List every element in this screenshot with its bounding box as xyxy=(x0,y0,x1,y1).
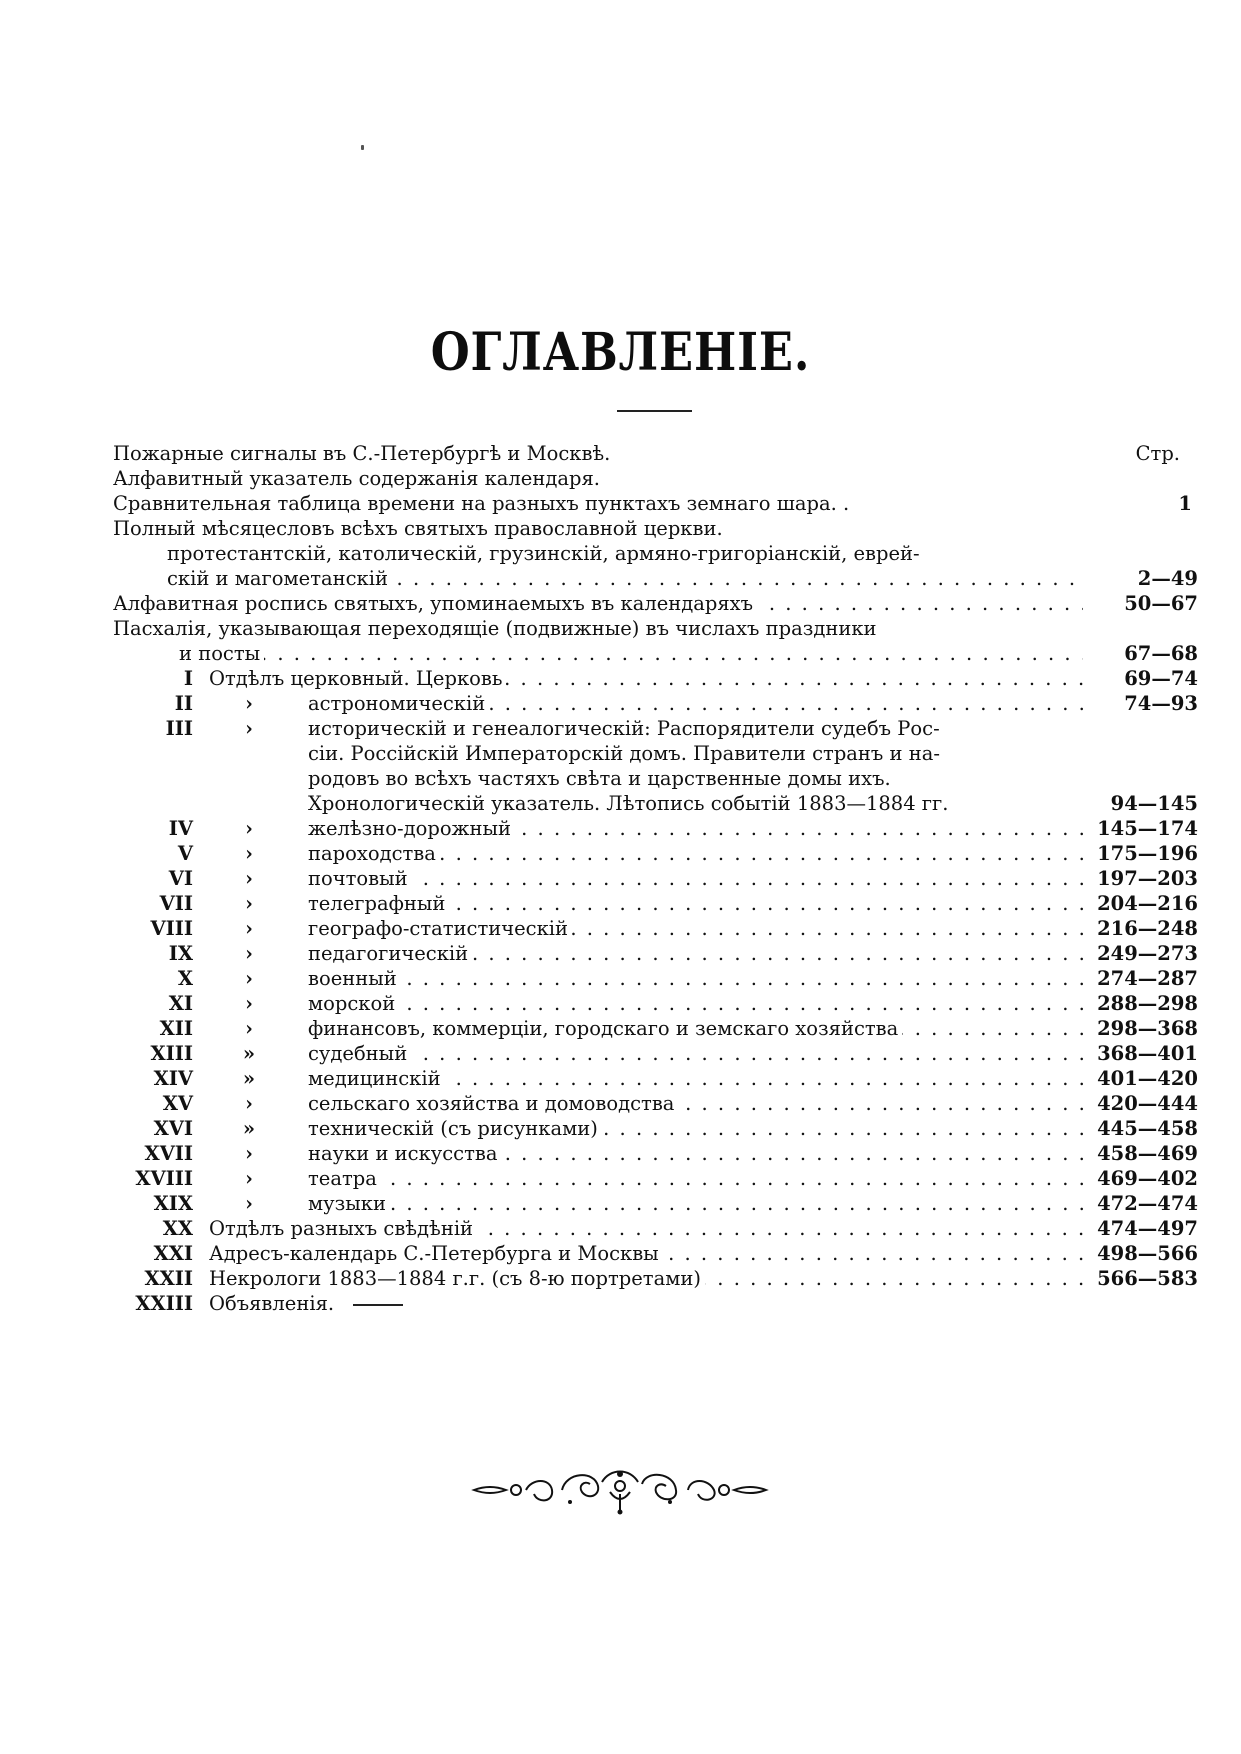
page-column-label: Стр. xyxy=(1132,441,1180,466)
section-text: театра xyxy=(308,1167,381,1190)
entry-page: 2—49 xyxy=(1134,566,1198,591)
ornament-flourish xyxy=(470,1462,770,1518)
section-numeral: XVI xyxy=(153,1117,193,1140)
ditto-mark: › xyxy=(245,1092,253,1115)
ditto-mark: › xyxy=(245,692,253,715)
section-page: 69—74 xyxy=(1120,666,1198,691)
toc-section xyxy=(113,1066,1198,1091)
section-text: медицинскій xyxy=(308,1067,445,1090)
entry-text: Алфавитная роспись святыхъ, упоминаемыхъ въ календаряхъ xyxy=(113,592,757,615)
section-numeral: IV xyxy=(168,817,193,840)
toc-entry xyxy=(113,491,1198,516)
ditto-mark: › xyxy=(245,892,253,915)
entry-page: 67—68 xyxy=(1120,641,1198,666)
section-page: 472—474 xyxy=(1093,1191,1198,1216)
section-numeral: VII xyxy=(159,892,193,915)
page-title: ОГЛАВЛЕНІЕ. xyxy=(430,322,811,383)
section-numeral: V xyxy=(177,842,193,865)
section-text: военный xyxy=(308,967,401,990)
section-numeral: X xyxy=(177,967,193,990)
ditto-mark: › xyxy=(245,842,253,865)
section-numeral: XVIII xyxy=(135,1167,193,1190)
section-numeral: XIII xyxy=(150,1042,193,1065)
section-text: родовъ во всѣхъ частяхъ свѣта и царственные домы ихъ. xyxy=(308,767,891,790)
section-text: музыки xyxy=(308,1192,390,1215)
section-text: Объявленія. xyxy=(209,1292,335,1315)
entry-text: Пожарные сигналы въ С.-Петербургѣ и Москвѣ. xyxy=(113,442,611,465)
section-numeral: XII xyxy=(159,1017,193,1040)
toc-section xyxy=(113,716,1198,741)
section-numeral: XXIII xyxy=(135,1292,193,1315)
section-text: сельскаго хозяйства и домоводства xyxy=(308,1092,678,1115)
section-text: почтовый xyxy=(308,867,412,890)
section-page: 566—583 xyxy=(1093,1266,1198,1291)
toc-entry xyxy=(113,441,1198,466)
section-text: Адресъ-календарь С.-Петербурга и Москвы xyxy=(209,1242,663,1265)
section-page: 445—458 xyxy=(1093,1116,1198,1141)
toc-section xyxy=(113,1116,1198,1141)
section-page: 145—174 xyxy=(1093,816,1198,841)
ditto-mark: › xyxy=(245,1142,253,1165)
entry-text: Пасхалія, указывающая переходящіе (подвижные) въ числахъ праздники xyxy=(113,617,877,640)
section-numeral: III xyxy=(165,717,193,740)
section-page: 298—368 xyxy=(1093,1016,1198,1041)
ditto-mark: › xyxy=(245,717,253,740)
toc-entry xyxy=(113,516,1198,541)
toc-section xyxy=(113,841,1198,866)
toc-entry xyxy=(113,566,1198,591)
section-numeral: XV xyxy=(162,1092,193,1115)
ditto-mark: » xyxy=(242,1067,256,1090)
section-page: 94—145 xyxy=(1107,791,1198,816)
entry-text: скій и магометанскій xyxy=(167,567,392,590)
section-text: желѣзно-дорожный xyxy=(308,817,515,840)
ditto-mark: » xyxy=(242,1117,256,1140)
section-text: педагогическій xyxy=(308,942,472,965)
toc-entry xyxy=(113,541,1198,566)
section-numeral: XXI xyxy=(153,1242,193,1265)
toc-section xyxy=(113,916,1198,941)
section-numeral: VI xyxy=(168,867,193,890)
section-text: Некрологи 1883—1884 г.г. (съ 8-ю портретами) xyxy=(209,1267,705,1290)
section-page: 274—287 xyxy=(1093,966,1198,991)
ditto-mark: › xyxy=(245,967,253,990)
title-rule xyxy=(617,410,692,412)
toc-section xyxy=(113,691,1198,716)
toc-entry xyxy=(113,466,1198,491)
ditto-mark: › xyxy=(245,1167,253,1190)
section-text: телеграфный xyxy=(308,892,449,915)
section-numeral: II xyxy=(174,692,193,715)
section-page: 216—248 xyxy=(1093,916,1198,941)
entry-text: Полный мѣсяцесловъ всѣхъ святыхъ православной церкви. xyxy=(113,517,723,540)
section-text: астрономическій xyxy=(308,692,489,715)
toc-section xyxy=(113,1216,1198,1241)
section-text: техническій (съ рисунками) xyxy=(308,1117,602,1140)
entry-page: 1 xyxy=(1174,491,1192,516)
section-text: науки и искусства xyxy=(308,1142,502,1165)
section-text: географо-статистическій xyxy=(308,917,572,940)
section-text: пароходства xyxy=(308,842,440,865)
ditto-mark: › xyxy=(245,942,253,965)
section-text: Отдѣлъ церковный. Церковь xyxy=(209,667,506,690)
ditto-mark: › xyxy=(245,1017,253,1040)
entry-text: и посты xyxy=(179,642,264,665)
ditto-mark: › xyxy=(245,1192,253,1215)
toc-section-continuation xyxy=(113,741,1198,766)
section-text: Отдѣлъ разныхъ свѣдѣній xyxy=(209,1217,477,1240)
ditto-mark: › xyxy=(245,992,253,1015)
section-page: 175—196 xyxy=(1093,841,1198,866)
toc-section xyxy=(113,1241,1198,1266)
toc-section xyxy=(113,666,1198,691)
toc-entry xyxy=(113,591,1198,616)
section-page: 469—402 xyxy=(1093,1166,1198,1191)
section-numeral: VIII xyxy=(150,917,193,940)
toc-section xyxy=(113,1166,1198,1191)
section-text: историческій и генеалогическій: Распорядители судебъ Рос- xyxy=(308,717,940,740)
section-numeral: XX xyxy=(162,1217,193,1240)
section-text: судебный xyxy=(308,1042,411,1065)
ditto-mark: › xyxy=(245,867,253,890)
section-numeral: XXII xyxy=(144,1267,193,1290)
section-numeral: I xyxy=(183,667,193,690)
section-text: морской xyxy=(308,992,399,1015)
section-text: Хронологическій указатель. Лѣтопись событій 1883—1884 гг. xyxy=(308,792,949,815)
entry-page: 50—67 xyxy=(1120,591,1198,616)
section-page: 288—298 xyxy=(1093,991,1198,1016)
table-of-contents xyxy=(113,441,1198,1316)
toc-section xyxy=(113,866,1198,891)
entry-text: Алфавитный указатель содержанія календаря. xyxy=(113,467,600,490)
section-page: 204—216 xyxy=(1093,891,1198,916)
entry-text: Сравнительная таблица времени на разныхъ пунктахъ земнаго шара. . xyxy=(113,492,850,515)
toc-section xyxy=(113,991,1198,1016)
section-numeral: XIV xyxy=(153,1067,193,1090)
section-text: сіи. Россійскій Императорскій домъ. Правители странъ и на- xyxy=(308,742,940,765)
toc-section xyxy=(113,1291,1198,1316)
toc-section xyxy=(113,966,1198,991)
toc-section-continuation xyxy=(113,766,1198,791)
toc-section xyxy=(113,1266,1198,1291)
section-text: финансовъ, коммерціи, городскаго и земскаго хозяйства xyxy=(308,1017,902,1040)
section-numeral: XVII xyxy=(144,1142,193,1165)
section-numeral: XIX xyxy=(153,1192,193,1215)
print-speck xyxy=(361,145,364,150)
toc-section xyxy=(113,816,1198,841)
section-page: 420—444 xyxy=(1093,1091,1198,1116)
section-page: 197—203 xyxy=(1093,866,1198,891)
toc-section xyxy=(113,1091,1198,1116)
end-rule xyxy=(353,1304,403,1306)
toc-entry xyxy=(113,616,1198,641)
toc-section xyxy=(113,941,1198,966)
section-page: 458—469 xyxy=(1093,1141,1198,1166)
section-numeral: IX xyxy=(168,942,193,965)
section-page: 74—93 xyxy=(1120,691,1198,716)
ditto-mark: › xyxy=(245,917,253,940)
section-page: 368—401 xyxy=(1093,1041,1198,1066)
section-numeral: XI xyxy=(168,992,193,1015)
section-page: 474—497 xyxy=(1093,1216,1198,1241)
toc-section xyxy=(113,1041,1198,1066)
section-page: 249—273 xyxy=(1093,941,1198,966)
ditto-mark: » xyxy=(242,1042,256,1065)
section-page: 401—420 xyxy=(1093,1066,1198,1091)
ditto-mark: › xyxy=(245,817,253,840)
section-page: 498—566 xyxy=(1093,1241,1198,1266)
toc-section xyxy=(113,891,1198,916)
toc-section xyxy=(113,1191,1198,1216)
toc-section xyxy=(113,1141,1198,1166)
toc-section xyxy=(113,1016,1198,1041)
entry-text: протестантскій, католическій, грузинскій, армяно-григоріанскій, еврей- xyxy=(167,542,920,565)
toc-section-continuation xyxy=(113,791,1198,816)
toc-entry xyxy=(113,641,1198,666)
